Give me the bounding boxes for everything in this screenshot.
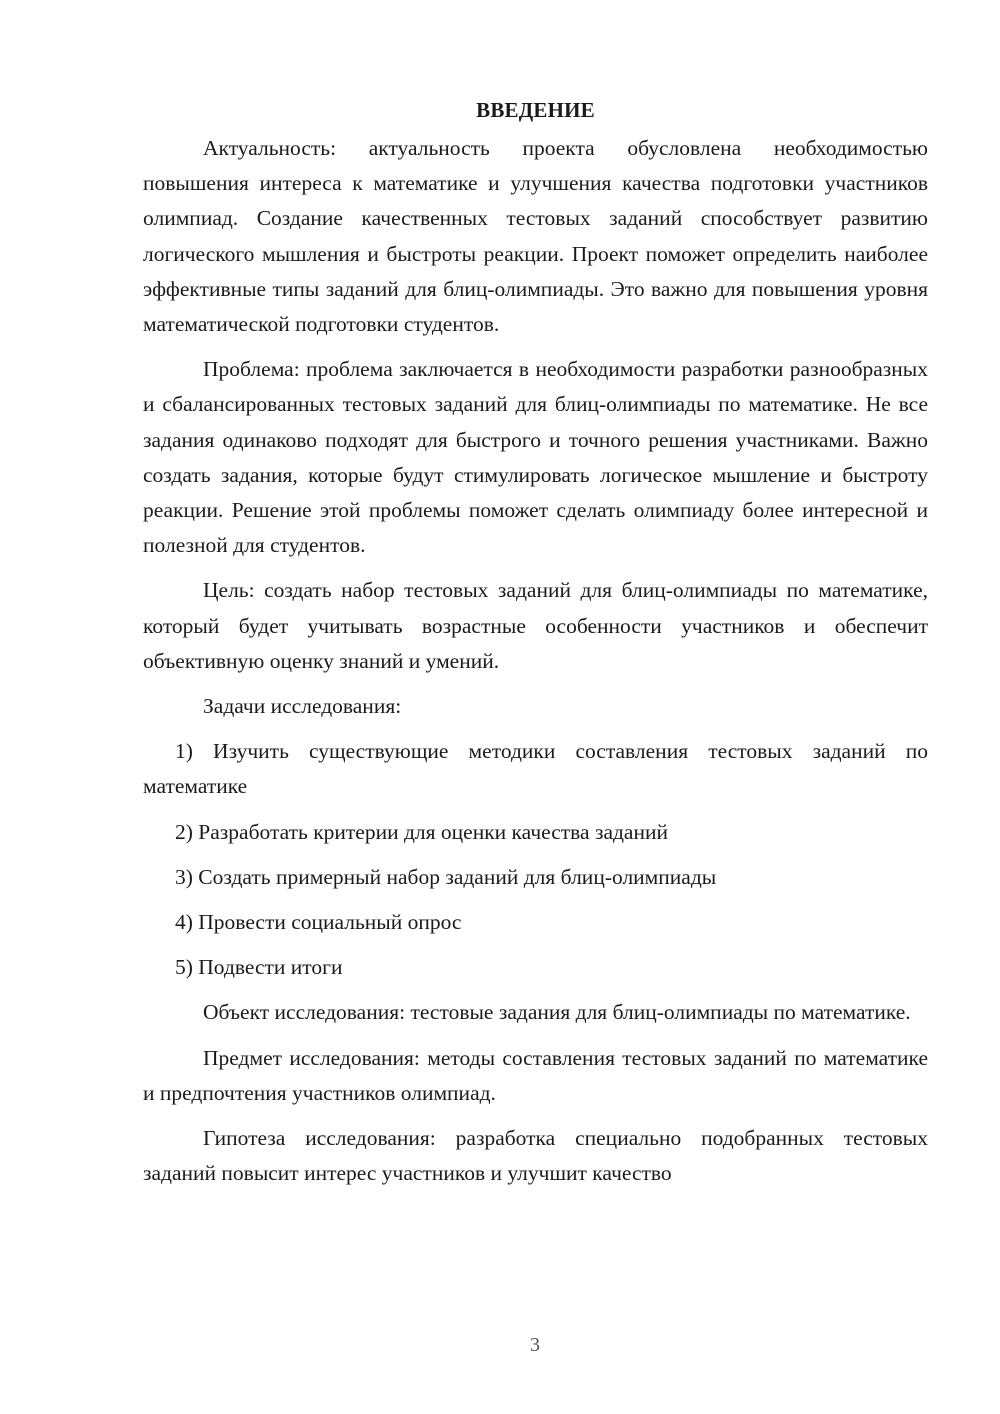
goal-paragraph: Цель: создать набор тестовых заданий для блиц-олимпиады по математике, который будет учитывать возрастные особенности участников и обеспечит объективную оценку знаний и умений.	[143, 578, 928, 673]
page-number: 3	[530, 1334, 540, 1356]
object-paragraph: Объект исследования: тестовые задания для блиц-олимпиады по математике.	[203, 1000, 911, 1025]
section-title: ВВЕДЕНИЕ	[476, 98, 595, 122]
subject-paragraph: Предмет исследования: методы составления тестовых заданий по математике и предпочтения участников олимпиад.	[143, 1045, 928, 1105]
task-item-1: 1) Изучить существующие методики составления тестовых заданий по математике	[143, 739, 928, 799]
task-item-2: 2) Разработать критерии для оценки качества заданий	[175, 819, 668, 844]
task-item-5: 5) Подвести итоги	[175, 955, 343, 980]
hypothesis-paragraph: Гипотеза исследования: разработка специально подобранных тестовых заданий повысит интерес участников и улучшит качество	[143, 1126, 928, 1186]
task-item-3: 3) Создать примерный набор заданий для блиц-олимпиады	[175, 864, 717, 889]
problem-paragraph: Проблема: проблема заключается в необходимости разработки разнообразных и сбалансированных тестовых заданий для блиц-олимпиады по математике. Не все задания одинаково подходят для быстрого и точного решения участниками. Важно создать задания, которые будут стимулировать логическое мышление и быстроту реакции. Решение этой проблемы поможет сделать олимпиаду более интересной и полезной для студентов.	[143, 357, 928, 558]
task-item-4: 4) Провести социальный опрос	[175, 910, 462, 935]
relevance-paragraph: Актуальность: актуальность проекта обусловлена необходимостью повышения интереса к математике и улучшения качества подготовки участников олимпиад. Создание качественных тестовых заданий способствует развитию логического мышления и быстроты реакции. Проект поможет определить наиболее эффективные типы заданий для блиц-олимпиады. Это важно для повышения уровня математической подготовки студентов.	[143, 136, 928, 337]
tasks-heading: Задачи исследования:	[203, 694, 402, 719]
document-page	[143, 95, 928, 1201]
